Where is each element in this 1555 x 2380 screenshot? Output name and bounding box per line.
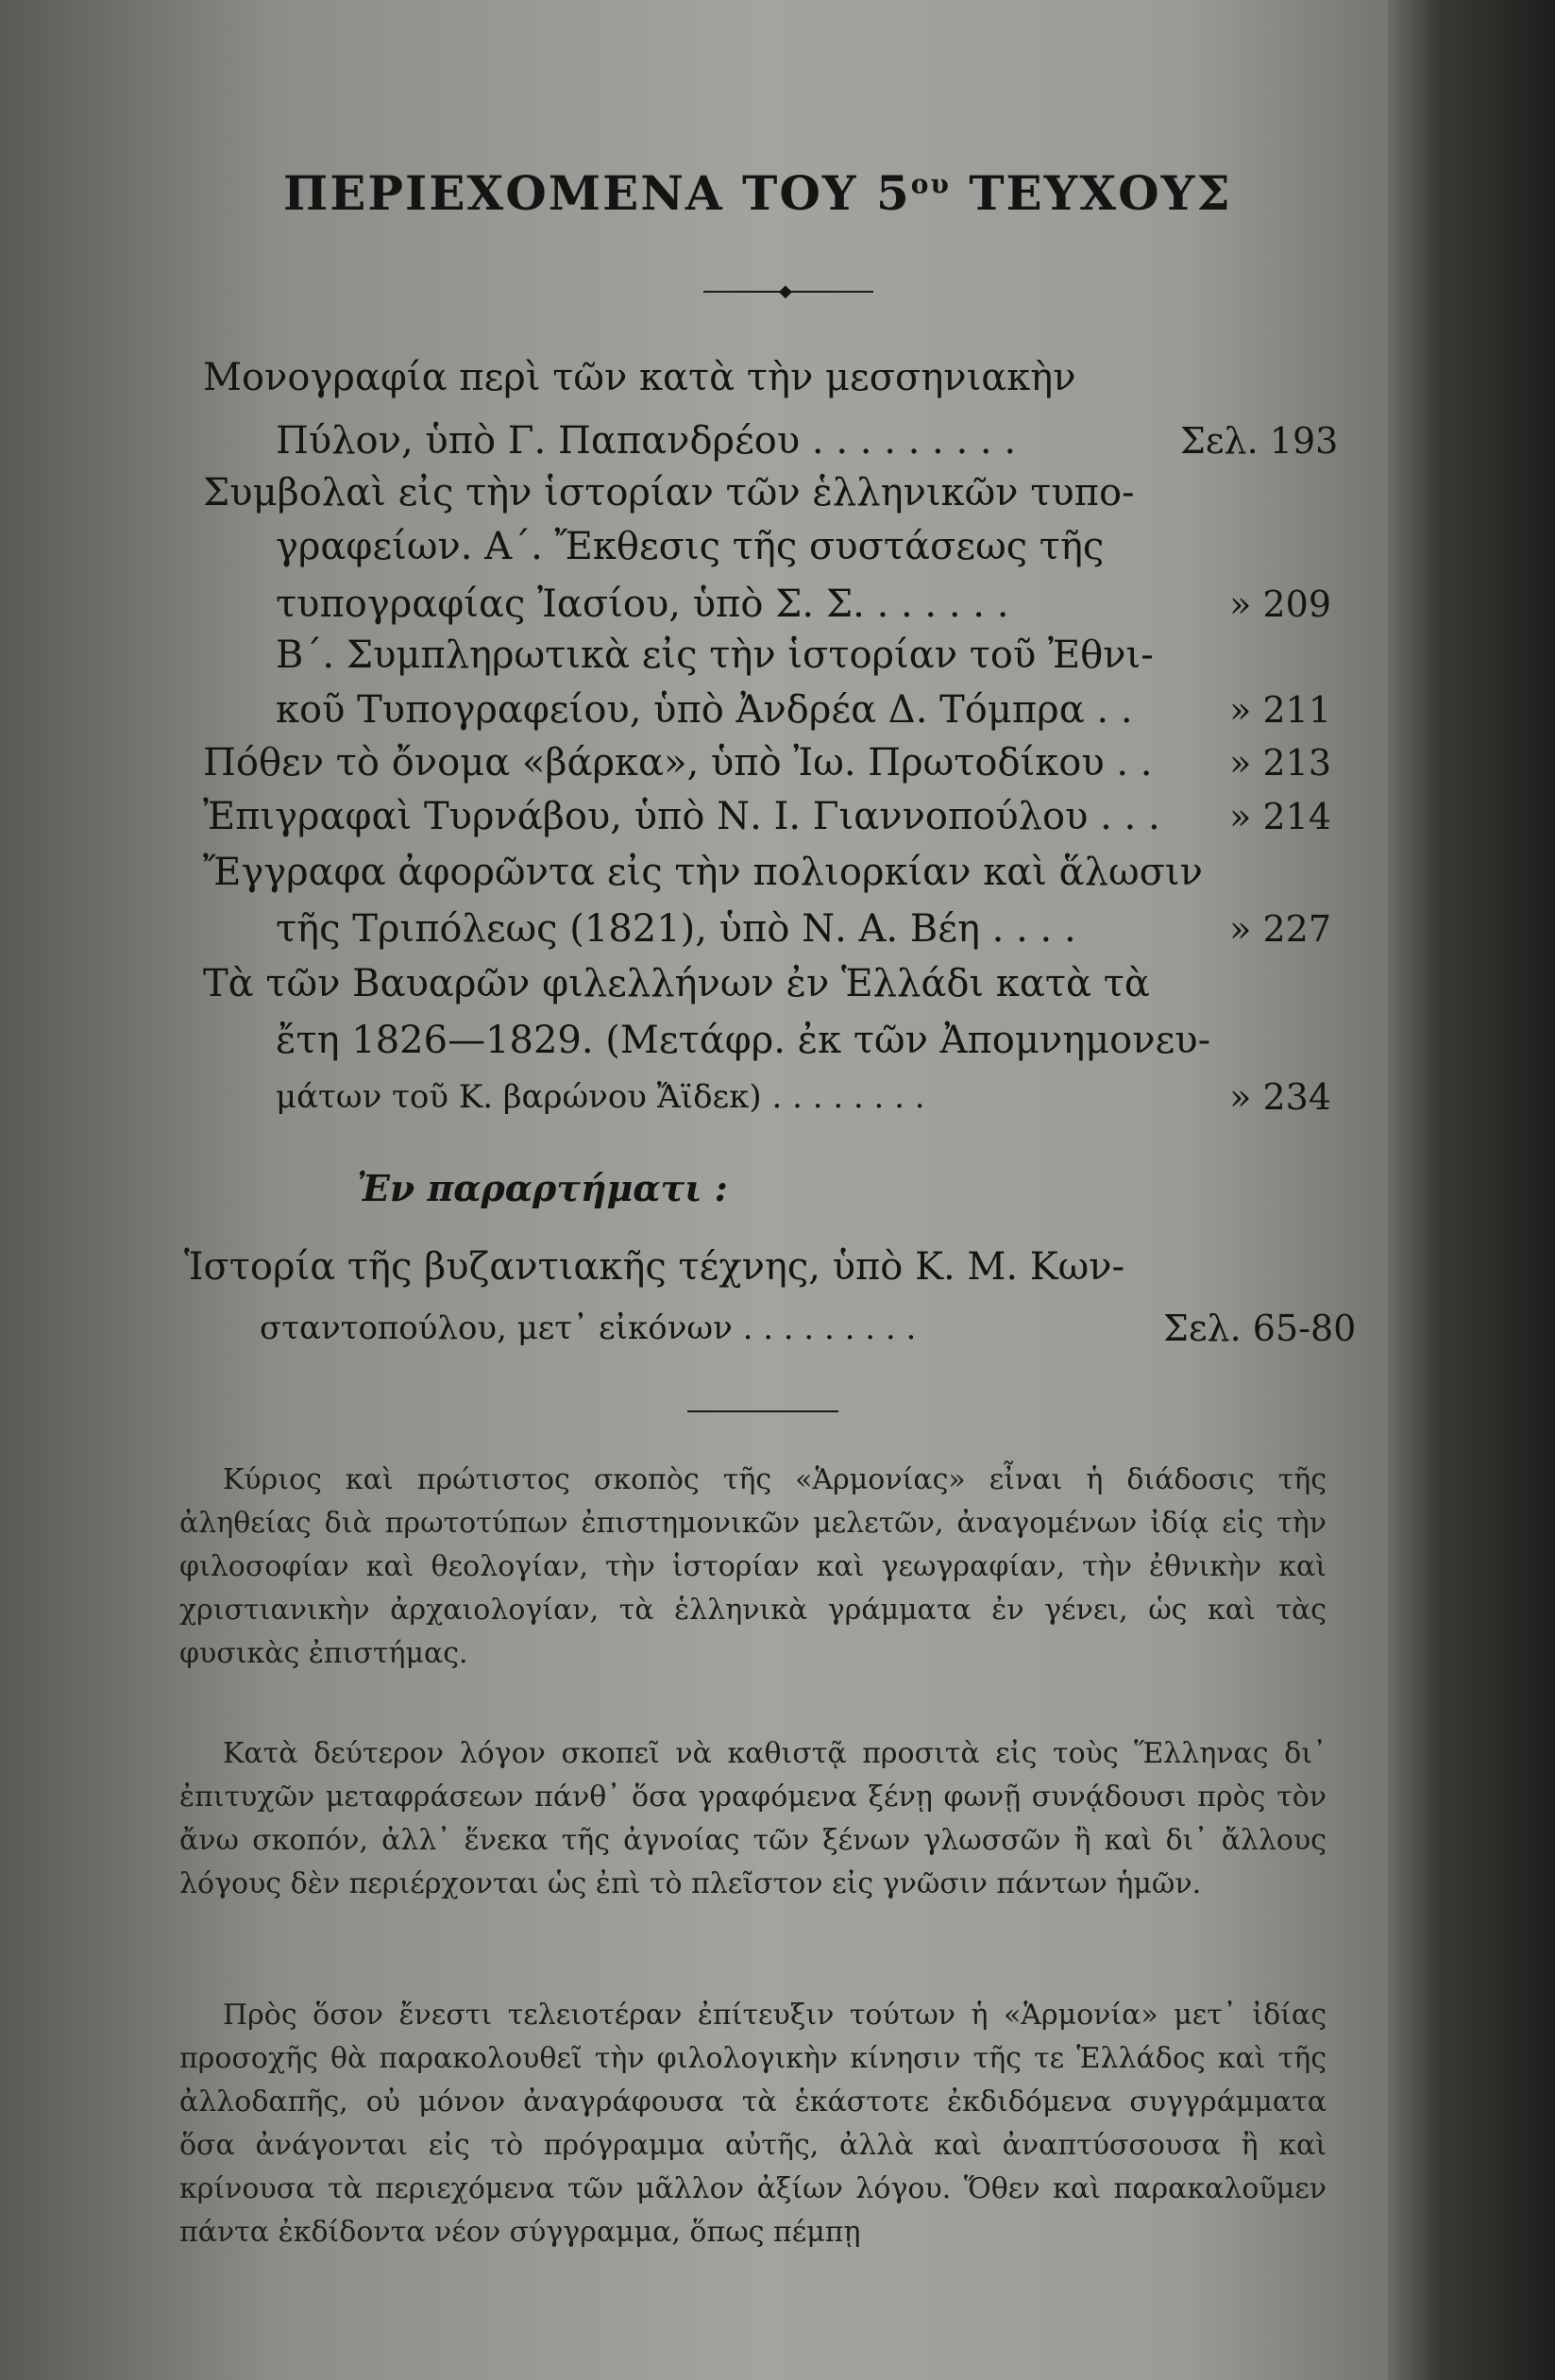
title-main: ΠΕΡΙΕΧΟΜΕΝΑ ΤΟΥ 5 [283, 165, 911, 221]
toc-page-ref: » 227 [1229, 908, 1331, 950]
ornament-divider [703, 283, 873, 300]
toc-line: Πύλον, ὑπὸ Γ. Παπανδρέου . . . . . . . . . [276, 419, 1017, 463]
supplement-line: Ἱστορία τῆς βυζαντιακῆς τέχνης, ὑπὸ Κ. Μ. Κων- [184, 1245, 1125, 1289]
supplement-heading: Ἐν παραρτήματι : [357, 1167, 728, 1209]
page-edge-shadow [1388, 0, 1555, 2380]
body-paragraph: Κύριος καὶ πρώτιστος σκοπὸς τῆς «Ἁρμονίας» εἶναι ἡ διάδοσις τῆς ἀληθείας διὰ πρωτοτύπων ἐπιστημονικῶν μελετῶν, ἀναγομένων ἰδίᾳ εἰς τὴν φιλοσοφίαν καὶ θεολογίαν, τὴν ἱστορίαν καὶ γεωγραφίαν, τὴν ἐθνικὴν καὶ χριστιανικὴν ἀρχαιολογίαν, τὰ ἑλληνικὰ γράμματα ἐν γένει, ὡς καὶ τὰς φυσικὰς ἐπιστήμας. [179, 1463, 1327, 1670]
title-superscript: ου [910, 168, 951, 200]
toc-line: Β΄. Συμπληρωτικὰ εἰς τὴν ἱστορίαν τοῦ Ἐθνι- [276, 633, 1154, 677]
toc-line: Μονογραφία περὶ τῶν κατὰ τὴν μεσσηνιακὴν [203, 356, 1076, 399]
supplement-line: σταντοπούλου, μετ᾽ εἰκόνων . . . . . . . . . [260, 1309, 917, 1347]
toc-page-ref: » 214 [1229, 796, 1331, 837]
toc-line: Συμβολαὶ εἰς τὴν ἱστορίαν τῶν ἑλληνικῶν τυπο- [203, 471, 1135, 515]
title-end: ΤΕΥΧΟΥΣ [950, 165, 1232, 221]
toc-page-ref: » 211 [1229, 689, 1331, 731]
toc-line: κοῦ Τυπογραφείου, ὑπὸ Ἀνδρέα Δ. Τόμπρα . . [276, 688, 1133, 732]
toc-page-ref: » 213 [1229, 742, 1331, 784]
toc-line: Τὰ τῶν Βαυαρῶν φιλελλήνων ἐν Ἑλλάδι κατὰ τὰ [203, 962, 1150, 1005]
toc-page-ref: » 209 [1229, 583, 1331, 625]
body-paragraph: Πρὸς ὅσον ἔνεστι τελειοτέραν ἐπίτευξιν τούτων ἡ «Ἁρμονία» μετ᾽ ἰδίας προσοχῆς θὰ παρακολουθεῖ τὴν φιλολογικὴν κίνησιν τῆς τε Ἑλλάδος καὶ τῆς ἀλλοδαπῆς, οὐ μόνον ἀναγράφουσα τὰ ἑκάστοτε ἐκδιδόμενα συγγράμματα ὅσα ἀνάγονται εἰς τὸ πρόγραμμα αὐτῆς, ἀλλὰ καὶ ἀναπτύσσουσα ἢ καὶ κρίνουσα τὰ περιεχόμενα τῶν μᾶλλον ἀξίων λόγου. Ὅθεν καὶ παρακαλοῦμεν πάντα ἐκδίδοντα νέον σύγγραμμα, ὅπως πέμπῃ [179, 1999, 1327, 2249]
toc-line: μάτων τοῦ Κ. βαρώνου Ἄϊδεκ) . . . . . . . . [276, 1078, 925, 1116]
supplement-page-ref: Σελ. 65-80 [1163, 1308, 1357, 1349]
toc-line: γραφείων. Α΄. Ἔκθεσις τῆς συστάσεως τῆς [276, 525, 1105, 568]
body-paragraph: Κατὰ δεύτερον λόγον σκοπεῖ νὰ καθιστᾷ προσιτὰ εἰς τοὺς Ἕλληνας δι᾽ ἐπιτυχῶν μεταφράσεων πάνθ᾽ ὅσα γραφόμενα ξένῃ φωνῇ συνᾴδουσι πρὸς τὸν ἄνω σκοπόν, ἀλλ᾽ ἕνεκα τῆς ἀγνοίας τῶν ξένων γλωσσῶν ἢ καὶ δι᾽ ἄλλους λόγους δὲν περιέρχονται ὡς ἐπὶ τὸ πλεῖστον εἰς γνῶσιν πάντων ἡμῶν. [179, 1737, 1327, 1900]
toc-line: τῆς Τριπόλεως (1821), ὑπὸ Ν. Α. Βέη . . . . [276, 907, 1076, 951]
toc-page-ref: Σελ. 193 [1180, 420, 1339, 462]
toc-line: τυπογραφίας Ἰασίου, ὑπὸ Σ. Σ. . . . . . . [276, 582, 1009, 626]
page-title [283, 165, 1303, 221]
toc-line: Πόθεν τὸ ὄνομα «βάρκα», ὑπὸ Ἰω. Πρωτοδίκου . . [203, 741, 1153, 785]
ornament-dot: ◆ [779, 281, 792, 301]
section-rule [687, 1410, 838, 1412]
toc-line: ἔτη 1826—1829. (Μετάφρ. ἐκ τῶν Ἀπομνημονευ- [276, 1019, 1211, 1062]
toc-page-ref: » 234 [1229, 1076, 1331, 1118]
toc-line: Ἔγγραφα ἀφορῶντα εἰς τὴν πολιορκίαν καὶ ἅλωσιν [203, 851, 1203, 894]
toc-line: Ἐπιγραφαὶ Τυρνάβου, ὑπὸ Ν. Ι. Γιαννοπούλου . . . [203, 795, 1160, 838]
